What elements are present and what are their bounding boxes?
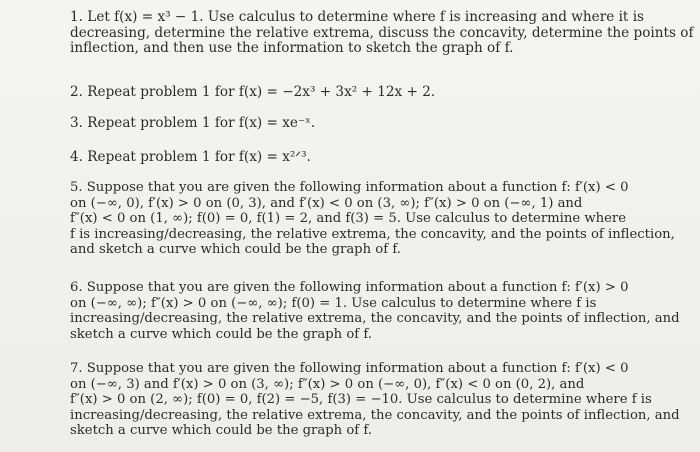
problem-6-line-1: 6. Suppose that you are given the following information about a function f: f′(x) > 0 bbox=[70, 280, 629, 295]
problem-7 bbox=[70, 361, 680, 439]
problem-6-line-3: increasing/decreasing, the relative extrema, the concavity, and the points of inflection, and bbox=[70, 311, 680, 327]
problem-5-line-4: f is increasing/decreasing, the relative extrema, the concavity, and the points of inflection, bbox=[70, 226, 675, 242]
problem-1 bbox=[70, 10, 694, 57]
problem-2-line-1: 2. Repeat problem 1 for f(x) = −2x³ + 3x² + 12x + 2. bbox=[70, 84, 436, 100]
problem-1-line-1: 1. Let f(x) = x³ − 1. Use calculus to determine where f is increasing and where it is bbox=[70, 9, 645, 25]
problem-4 bbox=[70, 150, 311, 166]
problem-7-line-3: f″(x) > 0 on (2, ∞); f(0) = 0, f(2) = −5, f(3) = −10. Use calculus to determine where f is bbox=[70, 392, 652, 408]
problem-5-line-1: 5. Suppose that you are given the following information about a function f: f′(x) < 0 bbox=[70, 180, 629, 195]
problem-3-line-1: 3. Repeat problem 1 for f(x) = xe⁻ˣ. bbox=[70, 115, 316, 131]
problem-7-line-4: increasing/decreasing, the relative extrema, the concavity, and the points of inflection, and bbox=[70, 407, 680, 423]
problem-6-line-4: sketch a curve which could be the graph of f. bbox=[70, 326, 372, 342]
problem-6-line-2: on (−∞, ∞); f″(x) > 0 on (−∞, ∞); f(0) = 1. Use calculus to determine where f is bbox=[70, 295, 597, 311]
problem-5-line-2: on (−∞, 0), f′(x) > 0 on (0, 3), and f′(x) < 0 on (3, ∞); f″(x) > 0 on (−∞, 1) and bbox=[70, 195, 583, 211]
problem-5 bbox=[70, 180, 675, 258]
problem-1-line-3: inflection, and then use the information to sketch the graph of f. bbox=[70, 40, 514, 57]
problem-2 bbox=[70, 85, 435, 101]
problem-7-line-2: on (−∞, 3) and f′(x) > 0 on (3, ∞); f″(x) > 0 on (−∞, 0), f″(x) < 0 on (0, 2), and bbox=[70, 376, 585, 392]
problem-7-line-5: sketch a curve which could be the graph of f. bbox=[70, 423, 372, 439]
problem-7-line-1: 7. Suppose that you are given the following information about a function f: f′(x) < 0 bbox=[70, 361, 629, 376]
problem-5-line-3: f″(x) < 0 on (1, ∞); f(0) = 0, f(1) = 2, and f(3) = 5. Use calculus to determine where bbox=[70, 211, 627, 227]
problem-4-line-1: 4. Repeat problem 1 for f(x) = x²ᐟ³. bbox=[70, 149, 311, 165]
problem-1-line-2: decreasing, determine the relative extrema, discuss the concavity, determine the points of bbox=[70, 24, 694, 41]
problem-3 bbox=[70, 116, 315, 132]
problem-6 bbox=[70, 280, 680, 342]
problem-5-line-5: and sketch a curve which could be the graph of f. bbox=[70, 242, 401, 258]
